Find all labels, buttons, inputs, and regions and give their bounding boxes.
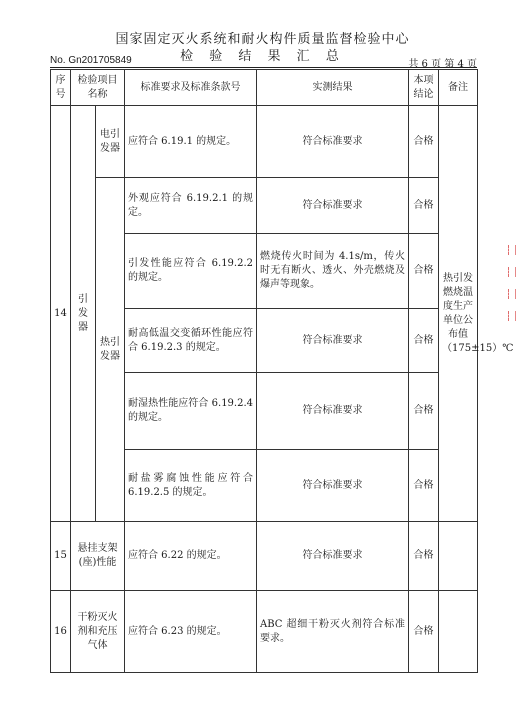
row14-sub-electric: 电引发器 bbox=[96, 106, 125, 178]
table-row bbox=[51, 178, 478, 234]
row16-conclusion: 合格 bbox=[409, 591, 439, 673]
col-header-item: 检验项目名称 bbox=[71, 70, 125, 106]
row16-remark bbox=[439, 591, 478, 673]
row14-result-4: 符合标准要求 bbox=[257, 309, 409, 373]
row14-result-2: 符合标准要求 bbox=[257, 178, 409, 234]
row14-conclusion-5: 合格 bbox=[409, 373, 439, 450]
row14-seq: 14 bbox=[51, 106, 71, 522]
col-header-standard: 标准要求及标准条款号 bbox=[125, 70, 257, 106]
row15-std: 应符合 6.22 的规定。 bbox=[125, 522, 257, 591]
row15-remark bbox=[439, 522, 478, 591]
row14-result-1: 符合标准要求 bbox=[257, 106, 409, 178]
row14-result-3: 燃烧传火时间为 4.1s/m，传火时无有断火、透火、外壳燃烧及爆声等现象。 bbox=[257, 234, 409, 309]
row14-conclusion-3: 合格 bbox=[409, 234, 439, 309]
row15-result: 符合标准要求 bbox=[257, 522, 409, 591]
row14-conclusion-6: 合格 bbox=[409, 450, 439, 522]
col-header-remark: 备注 bbox=[439, 70, 478, 106]
header-rule bbox=[50, 67, 477, 68]
row16-item: 干粉灭火剂和充压气体 bbox=[71, 591, 125, 673]
row15-item: 悬挂支架(座)性能 bbox=[71, 522, 125, 591]
row14-std-3: 引发性能应符合 6.19.2.2 的规定。 bbox=[125, 234, 257, 309]
header-row bbox=[51, 70, 478, 106]
col-header-seq: 序号 bbox=[51, 70, 71, 106]
table-row bbox=[51, 591, 478, 673]
row14-result-5: 符合标准要求 bbox=[257, 373, 409, 450]
table-row bbox=[51, 522, 478, 591]
results-table bbox=[50, 69, 514, 673]
row14-remark: 热引发燃烧温度生产单位公布值（175±15）℃ bbox=[439, 106, 478, 522]
document-number: No. Gn201705849 bbox=[50, 55, 132, 66]
row15-seq: 15 bbox=[51, 522, 71, 591]
row14-std-5: 耐湿热性能应符合 6.19.2.4 的规定。 bbox=[125, 373, 257, 450]
row15-conclusion: 合格 bbox=[409, 522, 439, 591]
row16-result: ABC 超细干粉灭火剂符合标准要求。 bbox=[257, 591, 409, 673]
center-title: 国家固定灭火系统和耐火构件质量监督检验中心 bbox=[115, 32, 410, 47]
col-header-result: 实测结果 bbox=[257, 70, 409, 106]
row14-sub-thermal: 热引发器 bbox=[96, 178, 125, 522]
report-subtitle: 检 验 结 果 汇 总 bbox=[180, 49, 345, 64]
row14-item: 引发器 bbox=[71, 106, 96, 522]
row14-result-6: 符合标准要求 bbox=[257, 450, 409, 522]
table-row bbox=[51, 106, 478, 178]
seal-edge-mark bbox=[508, 245, 517, 340]
col-header-conclusion: 本项结论 bbox=[409, 70, 439, 106]
row16-std: 应符合 6.23 的规定。 bbox=[125, 591, 257, 673]
row16-seq: 16 bbox=[51, 591, 71, 673]
row14-conclusion-4: 合格 bbox=[409, 309, 439, 373]
row14-std-4: 耐高低温交变循环性能应符合 6.19.2.3 的规定。 bbox=[125, 309, 257, 373]
page-indicator: 共 6 页 第 4 页 bbox=[408, 59, 477, 70]
row14-conclusion-1: 合格 bbox=[409, 106, 439, 178]
row14-std-2: 外观应符合 6.19.2.1 的规定。 bbox=[125, 178, 257, 234]
row14-conclusion-2: 合格 bbox=[409, 178, 439, 234]
row14-std-6: 耐盐雾腐蚀性能应符合 6.19.2.5 的规定。 bbox=[125, 450, 257, 522]
row14-std-1: 应符合 6.19.1 的规定。 bbox=[125, 106, 257, 178]
